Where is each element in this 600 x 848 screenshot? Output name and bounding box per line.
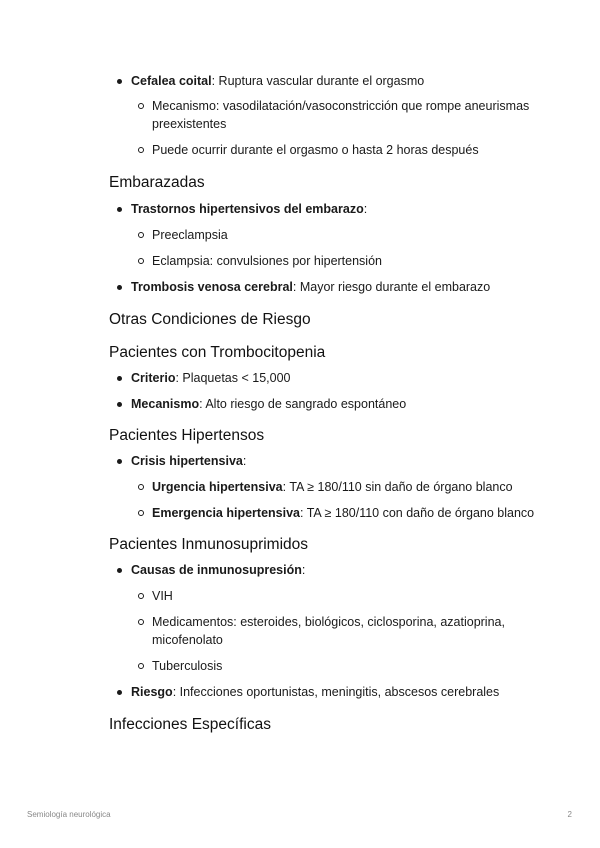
list-item-bold: Trombosis venosa cerebral [131, 280, 293, 294]
sub-item-text: Eclampsia: convulsiones por hipertensión [152, 254, 382, 268]
sub-item [109, 226, 539, 244]
list-item-bold: Criterio [131, 371, 176, 385]
list-item-cefalea [109, 72, 539, 90]
list-item-bold: Cefalea coital [131, 74, 212, 88]
sub-item [109, 504, 539, 522]
sub-item-text: Preeclampsia [152, 228, 228, 242]
list-item-bold: Causas de inmunosupresión [131, 563, 302, 577]
sub-item [109, 587, 539, 605]
sub-item-bold: Emergencia hipertensiva [152, 506, 300, 520]
list-item-text: : [301, 563, 306, 577]
list-item [109, 452, 539, 470]
sub-item-text: : TA ≥ 180/110 sin daño de órgano blanco [282, 480, 513, 494]
list-item-bold: Mecanismo [131, 397, 200, 411]
list-item-bold: Crisis hipertensiva [131, 454, 243, 468]
list-item [109, 395, 539, 413]
list-item [109, 369, 539, 387]
sub-item-text: : TA ≥ 180/110 con daño de órgano blanco [299, 506, 535, 520]
list-item-text: : Mayor riesgo durante el embarazo [292, 280, 491, 294]
list-item-text: : Alto riesgo de sangrado espontáneo [199, 397, 407, 411]
section-heading-infecciones: Infecciones Específicas [109, 716, 271, 733]
section-heading-otras: Otras Condiciones de Riesgo [109, 311, 311, 328]
list-item [109, 200, 539, 218]
sub-item-text: Puede ocurrir durante el orgasmo o hasta 2 horas después [152, 143, 479, 157]
footer-page-number: 2 [567, 810, 572, 819]
list-item-text: : [363, 202, 368, 216]
sub-item [109, 478, 539, 496]
list-item-bold: Trastornos hipertensivos del embarazo [131, 202, 364, 216]
sub-item [109, 657, 539, 675]
section-heading-hipertensos: Pacientes Hipertensos [109, 427, 265, 444]
page-content [109, 72, 539, 735]
list-item-bold: Riesgo [131, 685, 173, 699]
sub-item-text: Mecanismo: vasodilatación/vasoconstricción que rompe aneurismas preexistentes [152, 99, 530, 131]
list-item [109, 561, 539, 579]
sub-item-text: Tuberculosis [152, 659, 223, 673]
sub-item-text: VIH [152, 589, 173, 603]
sub-item [109, 613, 539, 649]
sub-item [109, 97, 539, 133]
list-item-text: : Ruptura vascular durante el orgasmo [211, 74, 425, 88]
list-item-text: : Infecciones oportunistas, meningitis, abscesos cerebrales [172, 685, 500, 699]
sub-item [109, 141, 539, 159]
sub-item-text: Medicamentos: esteroides, biológicos, ciclosporina, azatioprina, micofenolato [152, 615, 505, 647]
list-item [109, 278, 539, 296]
list-item-text: : [242, 454, 247, 468]
sub-item [109, 252, 539, 270]
list-item-text: : Plaquetas < 15,000 [175, 371, 291, 385]
list-item [109, 683, 539, 701]
section-heading-embarazadas: Embarazadas [109, 174, 205, 191]
footer-title: Semiología neurológica [27, 810, 111, 819]
sub-item-bold: Urgencia hipertensiva [152, 480, 283, 494]
section-heading-trombocitopenia: Pacientes con Trombocitopenia [109, 344, 326, 361]
section-heading-inmunosuprimidos: Pacientes Inmunosuprimidos [109, 536, 309, 553]
